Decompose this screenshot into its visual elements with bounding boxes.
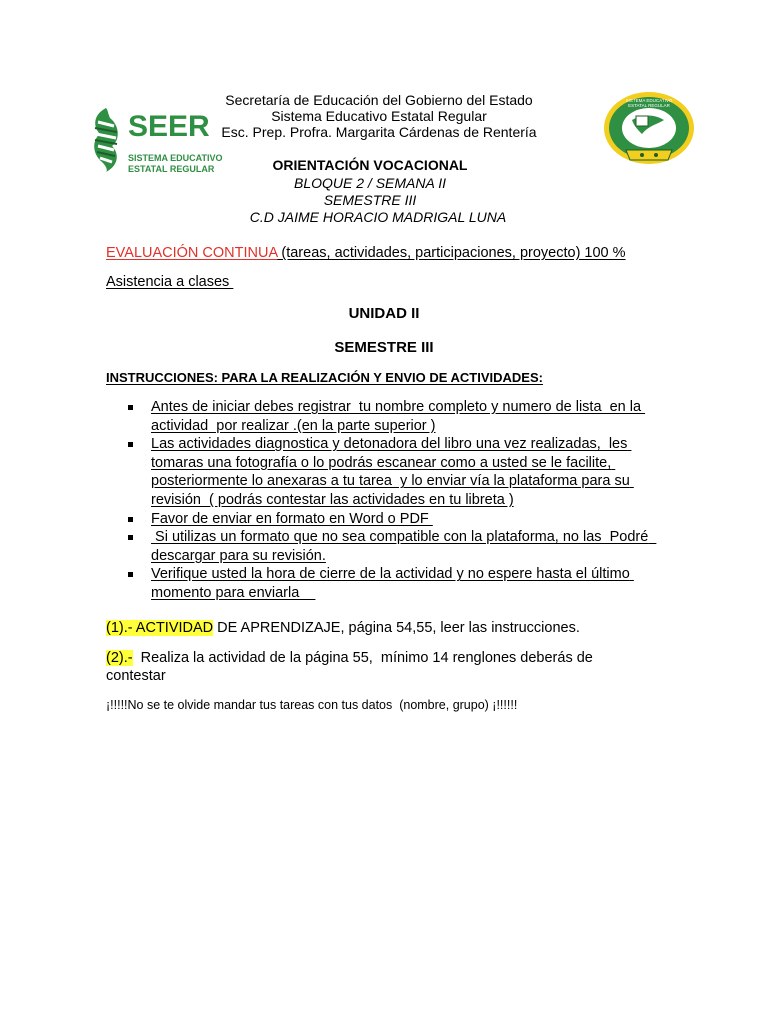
list-item bbox=[126, 435, 671, 509]
seer-logo-sub1: SISTEMA EDUCATIVO bbox=[128, 153, 223, 163]
bullet-square-icon bbox=[128, 572, 133, 577]
semester-title: SEMESTRE III bbox=[334, 339, 434, 356]
activity-1-number: (1).- ACTIVIDAD bbox=[106, 620, 214, 636]
list-item bbox=[126, 528, 671, 565]
seal-logo-text: SISTEMA EDUCATIVO ESTATAL REGULAR bbox=[625, 98, 673, 108]
list-item bbox=[126, 510, 671, 529]
activity-2-text: Realiza la actividad de la página 55, mínimo 14 renglones deberás de contestar bbox=[106, 650, 597, 684]
unit-title: UNIDAD II bbox=[348, 305, 420, 322]
header-semester: SEMESTRE III bbox=[323, 192, 417, 208]
seer-emblem-icon bbox=[86, 104, 126, 174]
instruction-text: Verifique usted la hora de cierre de la actividad y no espere hasta el último momento para enviarla bbox=[151, 566, 634, 601]
instruction-text: Si utilizas un formato que no sea compatible con la plataforma, no las Podré descargar para su revisión. bbox=[151, 529, 657, 564]
header-line-1: Secretaría de Educación del Gobierno del Estado bbox=[225, 92, 533, 108]
activity-1-text: DE APRENDIZAJE, página 54,55, leer las instrucciones. bbox=[213, 620, 580, 636]
seer-logo-sub2: ESTATAL REGULAR bbox=[128, 164, 215, 174]
reminder-text: ¡!!!!!No se te olvide mandar tus tareas con tus datos (nombre, grupo) ¡!!!!!! bbox=[106, 698, 518, 712]
header-line-3: Esc. Prep. Profra. Margarita Cárdenas de Rentería bbox=[221, 124, 537, 140]
instructions-title: INSTRUCCIONES: PARA LA REALIZACIÓN Y ENVIO DE ACTIVIDADES: bbox=[106, 370, 543, 385]
list-item bbox=[126, 398, 671, 435]
header-subject: ORIENTACIÓN VOCACIONAL bbox=[272, 157, 468, 173]
header-line-2: Sistema Educativo Estatal Regular bbox=[271, 108, 487, 124]
list-item bbox=[126, 565, 671, 602]
instructions-list bbox=[126, 398, 671, 603]
instruction-text: Antes de iniciar debes registrar tu nombre completo y numero de lista en la actividad por realizar .(en la parte superior ) bbox=[151, 399, 646, 434]
header-block: BLOQUE 2 / SEMANA II bbox=[294, 175, 446, 191]
seal-logo bbox=[602, 90, 696, 168]
evaluation-label: EVALUACIÓN CONTINUA bbox=[106, 245, 278, 261]
bullet-square-icon bbox=[128, 517, 133, 522]
attendance-text: Asistencia a clases bbox=[106, 274, 234, 290]
activity-1 bbox=[106, 620, 686, 636]
activity-2-number: (2).- bbox=[106, 650, 133, 666]
bullet-square-icon bbox=[128, 405, 133, 410]
seer-logo bbox=[86, 104, 223, 176]
instruction-text: Las actividades diagnostica y detonadora del libro una vez realizadas, les tomaras una fotografía o lo podrás escanear como a usted se le facilite, posteriormente lo anexaras a tu tarea y lo enviar vía la plataforma para su revisión ( podrás contestar las actividades en tu libreta ) bbox=[151, 436, 634, 508]
activity-2 bbox=[106, 649, 626, 685]
header-teacher: C.D JAIME HORACIO MADRIGAL LUNA bbox=[249, 209, 507, 225]
bullet-square-icon bbox=[128, 442, 133, 447]
seer-logo-title: SEER bbox=[128, 110, 210, 143]
evaluation-line bbox=[106, 245, 666, 261]
bullet-square-icon bbox=[128, 535, 133, 540]
instruction-text: Favor de enviar en formato en Word o PDF bbox=[151, 510, 433, 527]
evaluation-detail: (tareas, actividades, participaciones, proyecto) 100 % bbox=[277, 245, 626, 261]
